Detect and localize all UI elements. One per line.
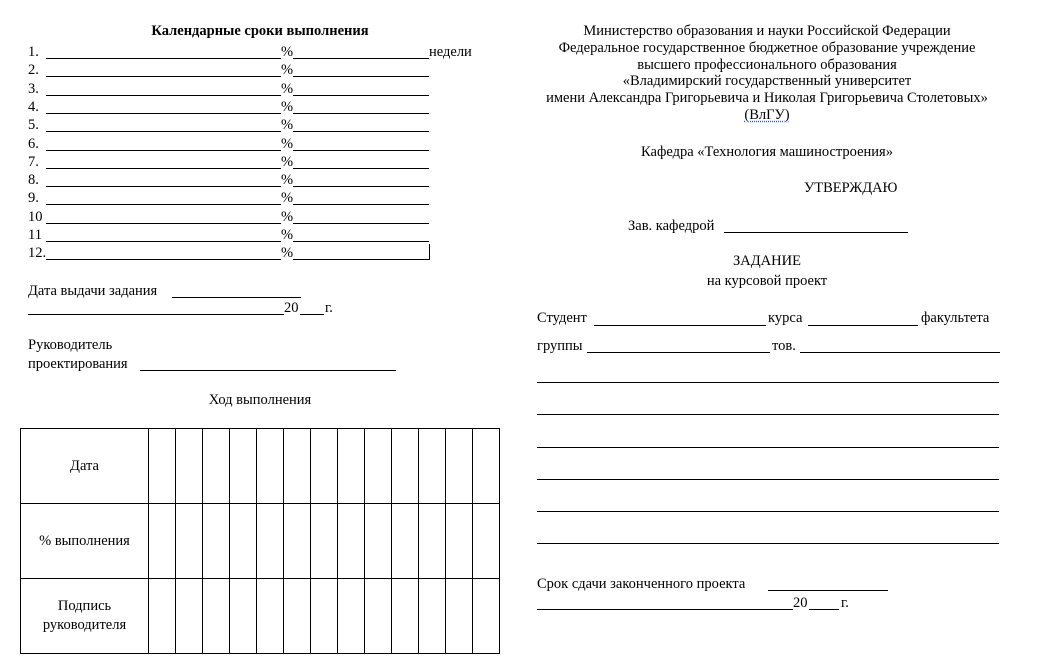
group-line[interactable] [587,352,770,353]
progress-cell[interactable] [257,579,284,654]
progress-cell[interactable] [176,504,203,579]
progress-cell[interactable] [419,579,446,654]
calendar-row-percent: % [281,245,294,261]
progress-cell[interactable] [419,429,446,504]
progress-cell[interactable] [203,429,230,504]
header-line-4: «Владимирский государственный университет [622,73,912,89]
calendar-row-task-line[interactable] [46,223,281,224]
blank-line-1[interactable] [537,382,999,383]
progress-cell[interactable] [338,579,365,654]
calendar-row-number: 3. [28,81,39,97]
calendar-row-number: 11 [28,227,42,243]
blank-line-4[interactable] [537,479,999,480]
date-label: Дата [21,429,149,504]
calendar-row-weeks-line[interactable] [293,76,429,77]
calendar-row-percent: % [281,136,294,152]
blank-line-2[interactable] [537,414,999,415]
progress-cell[interactable] [176,429,203,504]
progress-cell[interactable] [446,429,473,504]
tov-line[interactable] [800,352,1000,353]
progress-cell[interactable] [392,504,419,579]
calendar-row-number: 5. [28,117,39,133]
calendar-row-percent: % [281,99,294,115]
student-line[interactable] [594,325,766,326]
issue-date-day-line[interactable] [28,314,284,315]
calendar-row-task-line[interactable] [46,259,281,260]
calendar-row-number: 8. [28,172,39,188]
calendar-row-task-line[interactable] [46,204,281,205]
blank-line-3[interactable] [537,447,999,448]
header-line-6 [517,107,1017,124]
year-suffix-2: г. [841,595,849,611]
progress-cell[interactable] [311,504,338,579]
calendar-row-task-line[interactable] [46,150,281,151]
calendar-row-number: 12. [28,245,47,261]
year-line-1[interactable] [300,314,324,315]
calendar-row-number: 9. [28,190,39,206]
text-cursor [429,244,430,260]
student-label: Студент [537,310,587,326]
progress-cell[interactable] [230,579,257,654]
year-line-2[interactable] [809,609,839,610]
progress-cell[interactable] [311,579,338,654]
calendar-row-number: 10 [28,209,43,225]
progress-cell[interactable] [473,579,500,654]
issue-date-label: Дата выдачи задания [28,283,158,299]
header-line-5 [517,90,1017,107]
course-label: курса [768,310,803,326]
tov-label: тов. [772,338,796,354]
progress-cell[interactable] [230,504,257,579]
calendar-row-percent: % [281,81,294,97]
progress-cell[interactable] [284,429,311,504]
deadline-label: Срок сдачи законченного проекта [537,576,746,592]
progress-table [20,428,500,654]
calendar-row-percent: % [281,117,294,133]
approve-title: УТВЕРЖДАЮ [804,180,898,196]
calendar-row-task-line[interactable] [46,241,281,242]
header-line-2: Федеральное государственное бюджетное образование учреждение [558,40,976,56]
progress-cell[interactable] [446,579,473,654]
progress-cell[interactable] [446,504,473,579]
progress-cell[interactable] [203,579,230,654]
table-row-percent [21,504,500,579]
signature-label-line2: руководителя [42,617,127,633]
progress-cell[interactable] [149,579,176,654]
progress-cell[interactable] [473,429,500,504]
calendar-row-percent: % [281,44,294,60]
calendar-row-number: 6. [28,136,39,152]
course-line[interactable] [808,325,918,326]
calendar-row-task-line[interactable] [46,186,281,187]
progress-cell[interactable] [365,429,392,504]
year-prefix-2: 20 [793,595,808,611]
progress-title: Ход выполнения [208,392,312,408]
calendar-row-task-line[interactable] [46,131,281,132]
head-of-dept-line[interactable] [724,232,908,233]
header-line-1: Министерство образования и науки Российской Федерации [583,23,951,39]
calendar-row-weeks-line[interactable] [293,58,429,59]
progress-cell[interactable] [365,504,392,579]
calendar-row-task-line[interactable] [46,58,281,59]
calendar-row-weeks-line[interactable] [293,223,429,224]
calendar-row-weeks-line[interactable] [293,131,429,132]
calendar-row-number: 2. [28,62,39,78]
weeks-label: недели [429,44,472,60]
header-line-5-text: имени Александра Григорьевича и Николая Григорьевича Столетовых» [546,90,988,106]
progress-cell[interactable] [392,579,419,654]
calendar-row-number: 7. [28,154,39,170]
supervisor-line[interactable] [140,370,396,371]
progress-cell[interactable] [338,429,365,504]
progress-cell[interactable] [284,504,311,579]
assignment-subtitle: на курсовой проект [706,273,828,289]
supervisor-label-2: проектирования [28,356,128,372]
progress-cell[interactable] [284,579,311,654]
progress-cell[interactable] [365,579,392,654]
deadline-line[interactable] [768,590,888,591]
table-row-signature [21,579,500,654]
header-line-3: высшего профессионального образования [637,57,897,73]
signature-label-line1: Подпись [57,598,112,614]
progress-cell[interactable] [338,504,365,579]
percent-label: % выполнения [21,504,149,579]
calendar-row-weeks-line[interactable] [293,259,429,260]
calendar-row-number: 1. [28,44,39,60]
head-of-dept-label: Зав. кафедрой [628,218,715,234]
progress-cell[interactable] [392,429,419,504]
year-suffix-1: г. [325,300,333,316]
calendar-row-weeks-line[interactable] [293,241,429,242]
progress-cell[interactable] [473,504,500,579]
calendar-row-percent: % [281,62,294,78]
calendar-row-weeks-line[interactable] [293,168,429,169]
progress-cell[interactable] [149,504,176,579]
signature-label [21,579,149,654]
faculty-label: факультета [921,310,990,326]
calendar-row-weeks-line[interactable] [293,204,429,205]
progress-cell[interactable] [176,579,203,654]
calendar-row-weeks-line[interactable] [293,186,429,187]
progress-cell[interactable] [149,429,176,504]
calendar-row-task-line[interactable] [46,76,281,77]
calendar-row-weeks-line[interactable] [293,113,429,114]
department: Кафедра «Технология машиностроения» [641,144,893,160]
progress-cell[interactable] [230,429,257,504]
university-abbr: (ВлГУ) [744,107,790,123]
progress-cell[interactable] [203,504,230,579]
progress-cell[interactable] [257,504,284,579]
calendar-row-task-line[interactable] [46,95,281,96]
progress-cell[interactable] [419,504,446,579]
calendar-row-percent: % [281,227,294,243]
supervisor-label-1: Руководитель [28,337,113,353]
deadline-day-line[interactable] [537,609,793,610]
calendar-row-task-line[interactable] [46,113,281,114]
assignment-title: ЗАДАНИЕ [733,253,801,269]
table-row-date [21,429,500,504]
issue-date-line[interactable] [172,297,301,298]
calendar-row-number: 4. [28,99,39,115]
calendar-row-weeks-line[interactable] [293,150,429,151]
calendar-row-percent: % [281,190,294,206]
calendar-row-percent: % [281,172,294,188]
blank-line-6[interactable] [537,543,999,544]
calendar-row-percent: % [281,154,294,170]
calendar-row-task-line[interactable] [46,168,281,169]
progress-cell[interactable] [311,429,338,504]
calendar-title: Календарные сроки выполнения [151,23,369,39]
progress-cell[interactable] [257,429,284,504]
year-prefix-1: 20 [284,300,299,316]
blank-line-5[interactable] [537,511,999,512]
group-label: группы [537,338,583,354]
calendar-row-weeks-line[interactable] [293,95,429,96]
calendar-row-percent: % [281,209,294,225]
